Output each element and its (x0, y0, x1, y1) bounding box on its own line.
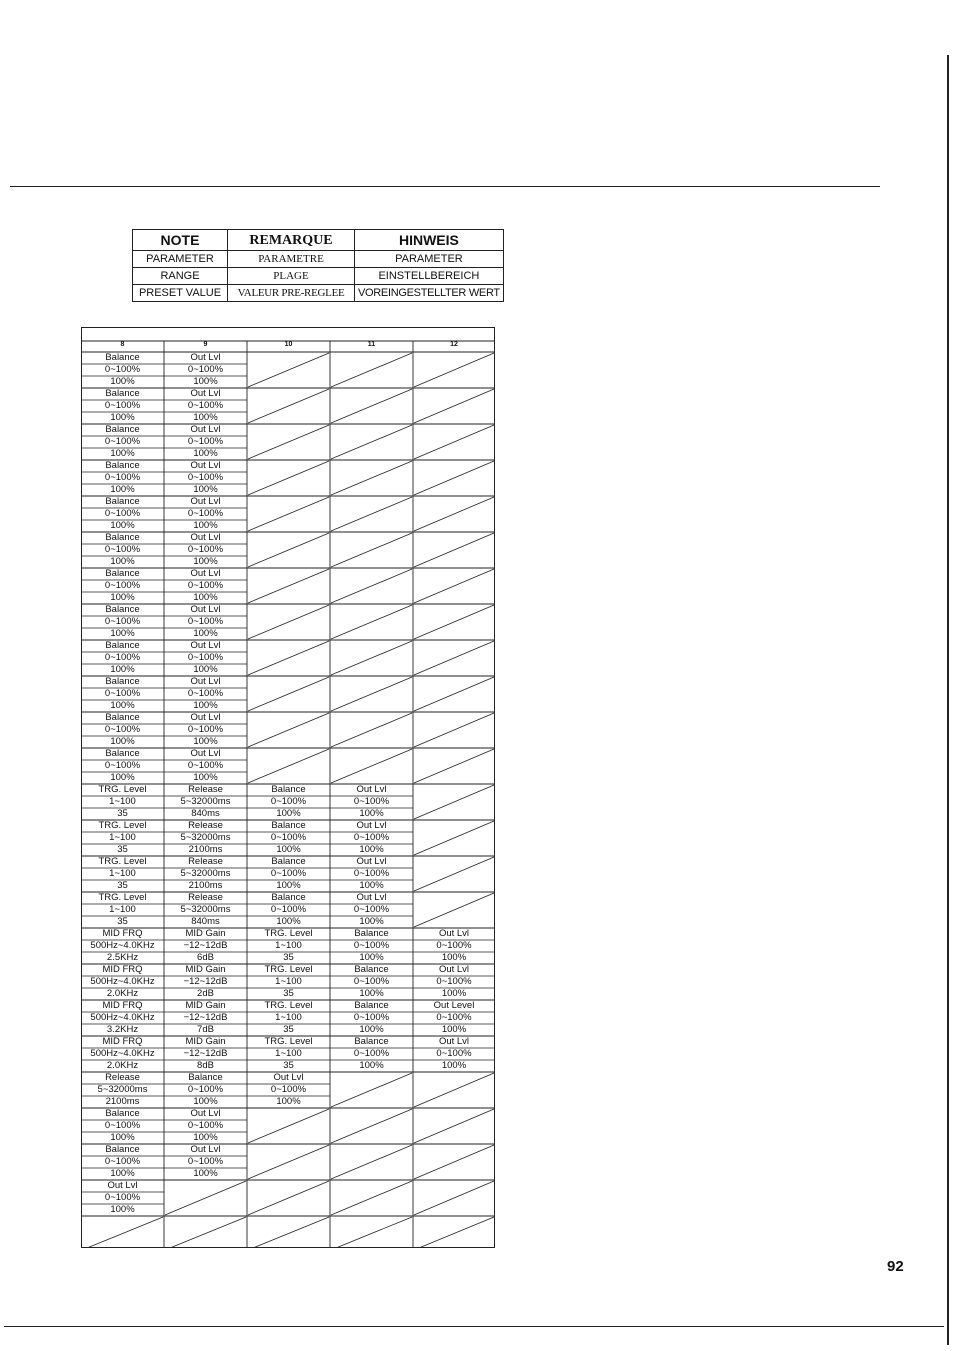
param-name: MID Gain (185, 1000, 226, 1011)
param-name: Balance (354, 928, 389, 939)
legend-row-parameter (133, 251, 504, 268)
param-preset: 100% (193, 376, 218, 387)
empty-slot-diagonal (248, 353, 329, 387)
param-name: Out Lvl (273, 1072, 304, 1083)
param-preset: 100% (110, 556, 135, 567)
param-name: Balance (354, 1036, 389, 1047)
param-range: 0~100% (187, 1120, 224, 1131)
param-preset: 100% (110, 484, 135, 495)
empty-slot-diagonal (414, 821, 494, 855)
param-range: 0~100% (436, 976, 472, 987)
empty-slot-diagonal (248, 533, 329, 567)
empty-slot-diagonal (331, 1073, 412, 1107)
param-range: 5~32000ms (180, 796, 231, 807)
param-range: 1~100 (275, 940, 302, 951)
param-range: 0~100% (270, 904, 307, 915)
param-range: 0~100% (104, 1156, 141, 1167)
param-range: 0~100% (270, 832, 307, 843)
param-name: Balance (105, 748, 140, 759)
param-range: 0~100% (353, 1048, 390, 1059)
param-preset: 3.2KHz (106, 1024, 139, 1035)
param-name: Balance (354, 964, 389, 975)
param-range: −12~12dB (183, 1012, 228, 1023)
empty-slot-diagonal (414, 1181, 494, 1215)
empty-slot-diagonal (331, 353, 412, 387)
empty-slot-diagonal (165, 1181, 246, 1215)
param-preset: 100% (193, 592, 218, 603)
top-rule (10, 186, 880, 187)
param-range: 1~100 (275, 1012, 302, 1023)
param-name: TRG. Level (264, 1036, 313, 1047)
param-preset: 35 (283, 1024, 294, 1035)
parameter-table (81, 327, 495, 1248)
empty-slot-diagonal (331, 497, 412, 531)
param-preset: 100% (110, 412, 135, 423)
param-preset: 100% (441, 1024, 467, 1035)
param-name: Balance (271, 892, 306, 903)
empty-slot-diagonal (248, 1109, 329, 1143)
empty-slot-diagonal (414, 605, 494, 639)
param-preset: 100% (359, 1024, 384, 1035)
param-preset: 100% (110, 592, 135, 603)
param-name: Release (188, 784, 223, 795)
param-range: 0~100% (104, 508, 141, 519)
param-name: TRG. Level (98, 820, 147, 831)
param-name: TRG. Level (98, 856, 147, 867)
param-preset: 100% (110, 628, 135, 639)
param-preset: 100% (276, 880, 301, 891)
param-name: Out Lvl (190, 676, 221, 687)
empty-slot-diagonal (82, 1217, 163, 1248)
param-preset: 100% (110, 520, 135, 531)
param-preset: 100% (193, 556, 218, 567)
param-name: TRG. Level (264, 928, 313, 939)
legend-remarque: REMARQUE (228, 230, 355, 251)
param-preset: 2100ms (188, 880, 223, 891)
param-preset: 100% (441, 988, 467, 999)
param-range: 0~100% (187, 760, 224, 771)
param-range: 1~100 (109, 796, 136, 807)
param-preset: 35 (117, 880, 128, 891)
param-range: 0~100% (353, 868, 390, 879)
param-preset: 100% (110, 376, 135, 387)
legend-cell: PARAMETRE (228, 251, 355, 268)
param-preset: 2dB (197, 988, 214, 999)
param-range: 5~32000ms (180, 832, 231, 843)
param-preset: 100% (441, 952, 467, 963)
param-name: TRG. Level (98, 892, 147, 903)
param-preset: 2.0KHz (106, 988, 139, 999)
empty-slot-diagonal (248, 749, 329, 783)
param-name: Balance (105, 496, 140, 507)
empty-slot-diagonal (331, 389, 412, 423)
empty-slot-diagonal (414, 497, 494, 531)
param-preset: 840ms (191, 916, 220, 927)
param-preset: 100% (193, 484, 218, 495)
empty-slot-diagonal (414, 677, 494, 711)
param-name: Out Level (433, 1000, 475, 1011)
legend-cell: PARAMETER (355, 251, 504, 268)
param-range: 0~100% (270, 1084, 307, 1095)
param-name: TRG. Level (264, 1000, 313, 1011)
param-range: 0~100% (187, 1156, 224, 1167)
legend-cell: PLAGE (228, 268, 355, 285)
param-range: 0~100% (104, 724, 141, 735)
empty-slot-diagonal (331, 461, 412, 495)
param-name: Out Lvl (190, 352, 221, 363)
param-range: 0~100% (187, 688, 224, 699)
param-range: 0~100% (270, 796, 307, 807)
param-range: 0~100% (104, 1192, 141, 1203)
param-preset: 100% (110, 1168, 135, 1179)
empty-slot-diagonal (248, 641, 329, 675)
param-range: 500Hz~4.0KHz (90, 1012, 155, 1023)
param-preset: 100% (441, 1060, 467, 1071)
param-preset: 100% (193, 772, 218, 783)
param-preset: 100% (110, 736, 135, 747)
param-preset: 35 (117, 916, 128, 927)
param-preset: 100% (110, 1204, 135, 1215)
legend-row-preset (133, 285, 504, 302)
param-name: MID FRQ (102, 964, 143, 975)
param-name: Balance (105, 388, 140, 399)
empty-slot-diagonal (414, 425, 494, 459)
param-preset: 35 (283, 952, 294, 963)
empty-slot-diagonal (414, 857, 494, 891)
param-range: 0~100% (187, 436, 224, 447)
param-range: 1~100 (109, 868, 136, 879)
param-preset: 100% (110, 664, 135, 675)
param-range: 500Hz~4.0KHz (90, 1048, 155, 1059)
param-name: Out Lvl (190, 748, 221, 759)
empty-slot-diagonal (331, 1145, 412, 1179)
param-preset: 100% (359, 952, 384, 963)
param-name: Balance (188, 1072, 223, 1083)
right-page-edge (947, 55, 949, 1345)
param-range: 0~100% (436, 1048, 472, 1059)
empty-slot-diagonal (248, 389, 329, 423)
param-name: Out Lvl (190, 424, 221, 435)
param-name: Out Lvl (107, 1180, 138, 1191)
param-preset: 100% (193, 736, 218, 747)
param-range: 0~100% (104, 760, 141, 771)
param-name: MID Gain (185, 964, 226, 975)
column-header-12: 12 (450, 341, 458, 348)
empty-slot-diagonal (414, 749, 494, 783)
param-range: 0~100% (187, 544, 224, 555)
empty-slot-diagonal (331, 749, 412, 783)
param-name: Release (105, 1072, 140, 1083)
param-preset: 100% (110, 1132, 135, 1143)
empty-slot-diagonal (248, 425, 329, 459)
param-name: Balance (105, 460, 140, 471)
column-header-9: 9 (203, 341, 208, 348)
empty-slot-diagonal (414, 353, 494, 387)
legend-cell: RANGE (133, 268, 228, 285)
param-range: 500Hz~4.0KHz (90, 976, 155, 987)
param-range: 1~100 (275, 1048, 302, 1059)
param-name: Out Lvl (438, 1036, 470, 1047)
empty-slot-diagonal (414, 713, 494, 747)
param-range: 0~100% (104, 652, 141, 663)
param-preset: 100% (276, 916, 301, 927)
empty-slot-diagonal (248, 677, 329, 711)
param-range: 0~100% (353, 796, 390, 807)
column-header-10: 10 (284, 341, 293, 348)
param-name: Out Lvl (190, 712, 221, 723)
param-range: 0~100% (187, 724, 224, 735)
param-name: Out Lvl (190, 568, 221, 579)
param-preset: 100% (276, 808, 301, 819)
empty-slot-diagonal (414, 893, 494, 927)
param-preset: 35 (283, 988, 294, 999)
param-preset: 100% (110, 448, 135, 459)
param-preset: 100% (193, 1096, 218, 1107)
param-preset: 100% (193, 1132, 218, 1143)
param-range: 0~100% (353, 940, 390, 951)
param-range: 0~100% (104, 472, 141, 483)
empty-slot-diagonal (248, 497, 329, 531)
empty-slot-diagonal (414, 569, 494, 603)
legend-note: NOTE (133, 230, 228, 251)
param-preset: 100% (193, 664, 218, 675)
param-preset: 100% (193, 412, 218, 423)
param-name: Out Lvl (190, 388, 221, 399)
param-preset: 100% (359, 844, 384, 855)
param-range: 0~100% (353, 904, 390, 915)
empty-slot-diagonal (248, 1181, 329, 1215)
param-name: Balance (105, 1144, 140, 1155)
param-range: 500Hz~4.0KHz (90, 940, 155, 951)
empty-slot-diagonal (248, 605, 329, 639)
param-preset: 100% (276, 1096, 301, 1107)
empty-slot-diagonal (331, 1217, 412, 1248)
param-range: −12~12dB (183, 940, 228, 951)
empty-slot-diagonal (414, 461, 494, 495)
param-preset: 35 (117, 808, 128, 819)
param-name: Balance (105, 712, 140, 723)
param-name: MID Gain (185, 1036, 226, 1047)
param-name: Out Lvl (356, 784, 387, 795)
param-range: 0~100% (187, 364, 224, 375)
empty-slot-diagonal (248, 569, 329, 603)
param-name: Balance (271, 856, 306, 867)
param-name: Balance (105, 676, 140, 687)
param-range: 0~100% (270, 868, 307, 879)
param-range: 0~100% (353, 976, 390, 987)
param-name: MID Gain (185, 928, 226, 939)
empty-slot-diagonal (414, 1109, 494, 1143)
legend-table (132, 229, 504, 302)
empty-slot-diagonal (414, 1217, 494, 1248)
param-preset: 100% (193, 700, 218, 711)
param-range: 0~100% (104, 580, 141, 591)
param-preset: 100% (193, 448, 218, 459)
param-range: 0~100% (187, 1084, 224, 1095)
empty-slot-diagonal (414, 785, 494, 819)
param-preset: 840ms (191, 808, 220, 819)
empty-slot-diagonal (331, 677, 412, 711)
param-range: 5~32000ms (180, 868, 231, 879)
bottom-rule (4, 1326, 944, 1327)
empty-slot-diagonal (331, 569, 412, 603)
param-range: 0~100% (187, 652, 224, 663)
param-preset: 35 (117, 844, 128, 855)
param-preset: 100% (359, 808, 384, 819)
param-range: 0~100% (187, 472, 224, 483)
param-name: Out Lvl (356, 820, 387, 831)
param-range: 0~100% (104, 1120, 141, 1131)
empty-slot-diagonal (331, 533, 412, 567)
param-preset: 8dB (197, 1060, 214, 1071)
empty-slot-diagonal (165, 1217, 246, 1248)
param-preset: 7dB (197, 1024, 214, 1035)
param-name: Out Lvl (190, 532, 221, 543)
param-range: 0~100% (436, 1012, 472, 1023)
param-name: Release (188, 892, 223, 903)
empty-slot-diagonal (414, 1073, 494, 1107)
param-range: 1~100 (275, 976, 302, 987)
param-name: TRG. Level (98, 784, 147, 795)
param-range: 0~100% (187, 580, 224, 591)
param-name: Out Lvl (190, 604, 221, 615)
empty-slot-diagonal (414, 641, 494, 675)
empty-slot-diagonal (414, 389, 494, 423)
param-preset: 100% (359, 916, 384, 927)
param-name: Out Lvl (438, 928, 470, 939)
empty-slot-diagonal (331, 605, 412, 639)
param-name: Balance (105, 352, 140, 363)
param-name: Balance (271, 784, 306, 795)
param-name: Out Lvl (356, 892, 387, 903)
column-header-11: 11 (367, 341, 376, 348)
param-range: 0~100% (104, 400, 141, 411)
param-range: 1~100 (109, 832, 136, 843)
param-preset: 35 (283, 1060, 294, 1071)
legend-cell: VALEUR PRE-REGLEE (228, 285, 355, 302)
empty-slot-diagonal (331, 1181, 412, 1215)
param-name: Balance (105, 532, 140, 543)
empty-slot-diagonal (248, 461, 329, 495)
column-header-8: 8 (120, 341, 125, 348)
param-range: 5~32000ms (180, 904, 231, 915)
page-number: 92 (887, 1258, 904, 1275)
param-range: −12~12dB (183, 976, 228, 987)
param-preset: 100% (193, 520, 218, 531)
empty-slot-diagonal (331, 713, 412, 747)
legend-cell: PRESET VALUE (133, 285, 228, 302)
param-name: Release (188, 856, 223, 867)
param-range: 0~100% (104, 436, 141, 447)
param-range: 0~100% (353, 1012, 390, 1023)
empty-slot-diagonal (248, 713, 329, 747)
param-range: 0~100% (353, 832, 390, 843)
param-name: Balance (105, 1108, 140, 1119)
empty-slot-diagonal (414, 1145, 494, 1179)
param-name: TRG. Level (264, 964, 313, 975)
param-preset: 2100ms (188, 844, 223, 855)
param-range: 0~100% (187, 400, 224, 411)
param-range: −12~12dB (183, 1048, 228, 1059)
param-range: 1~100 (109, 904, 136, 915)
empty-slot-diagonal (248, 1217, 329, 1248)
empty-slot-diagonal (248, 1145, 329, 1179)
param-preset: 100% (359, 988, 384, 999)
param-name: Balance (354, 1000, 389, 1011)
param-range: 0~100% (104, 616, 141, 627)
param-preset: 100% (193, 628, 218, 639)
param-name: Balance (105, 604, 140, 615)
param-preset: 100% (359, 880, 384, 891)
param-name: MID FRQ (102, 928, 143, 939)
empty-slot-diagonal (331, 425, 412, 459)
param-name: MID FRQ (102, 1000, 143, 1011)
legend-hinweis: HINWEIS (355, 230, 504, 251)
param-name: Balance (105, 568, 140, 579)
legend-cell: PARAMETER (133, 251, 228, 268)
param-preset: 2.5KHz (106, 952, 139, 963)
legend-cell: VOREINGESTELLTER WERT (355, 285, 504, 302)
param-name: Out Lvl (190, 496, 221, 507)
empty-slot-diagonal (414, 533, 494, 567)
legend-row-range (133, 268, 504, 285)
param-range: 0~100% (104, 688, 141, 699)
param-name: Out Lvl (190, 1108, 221, 1119)
param-name: Balance (105, 640, 140, 651)
param-preset: 100% (193, 1168, 218, 1179)
param-range: 0~100% (104, 364, 141, 375)
param-name: Out Lvl (438, 964, 470, 975)
legend-cell: EINSTELLBEREICH (355, 268, 504, 285)
param-name: MID FRQ (102, 1036, 143, 1047)
param-name: Release (188, 820, 223, 831)
param-range: 0~100% (104, 544, 141, 555)
param-name: Balance (271, 820, 306, 831)
param-preset: 2.0KHz (106, 1060, 139, 1071)
empty-slot-diagonal (331, 641, 412, 675)
param-range: 0~100% (187, 616, 224, 627)
param-range: 5~32000ms (97, 1084, 148, 1095)
param-preset: 100% (110, 700, 135, 711)
param-preset: 100% (276, 844, 301, 855)
legend-header-row (133, 230, 504, 251)
param-preset: 100% (359, 1060, 384, 1071)
param-preset: 2100ms (105, 1096, 140, 1107)
param-preset: 100% (110, 772, 135, 783)
param-name: Out Lvl (190, 460, 221, 471)
param-name: Out Lvl (190, 640, 221, 651)
param-preset: 6dB (197, 952, 214, 963)
param-name: Out Lvl (190, 1144, 221, 1155)
empty-slot-diagonal (331, 1109, 412, 1143)
param-range: 0~100% (187, 508, 224, 519)
param-range: 0~100% (436, 940, 472, 951)
param-name: Out Lvl (356, 856, 387, 867)
param-name: Balance (105, 424, 140, 435)
